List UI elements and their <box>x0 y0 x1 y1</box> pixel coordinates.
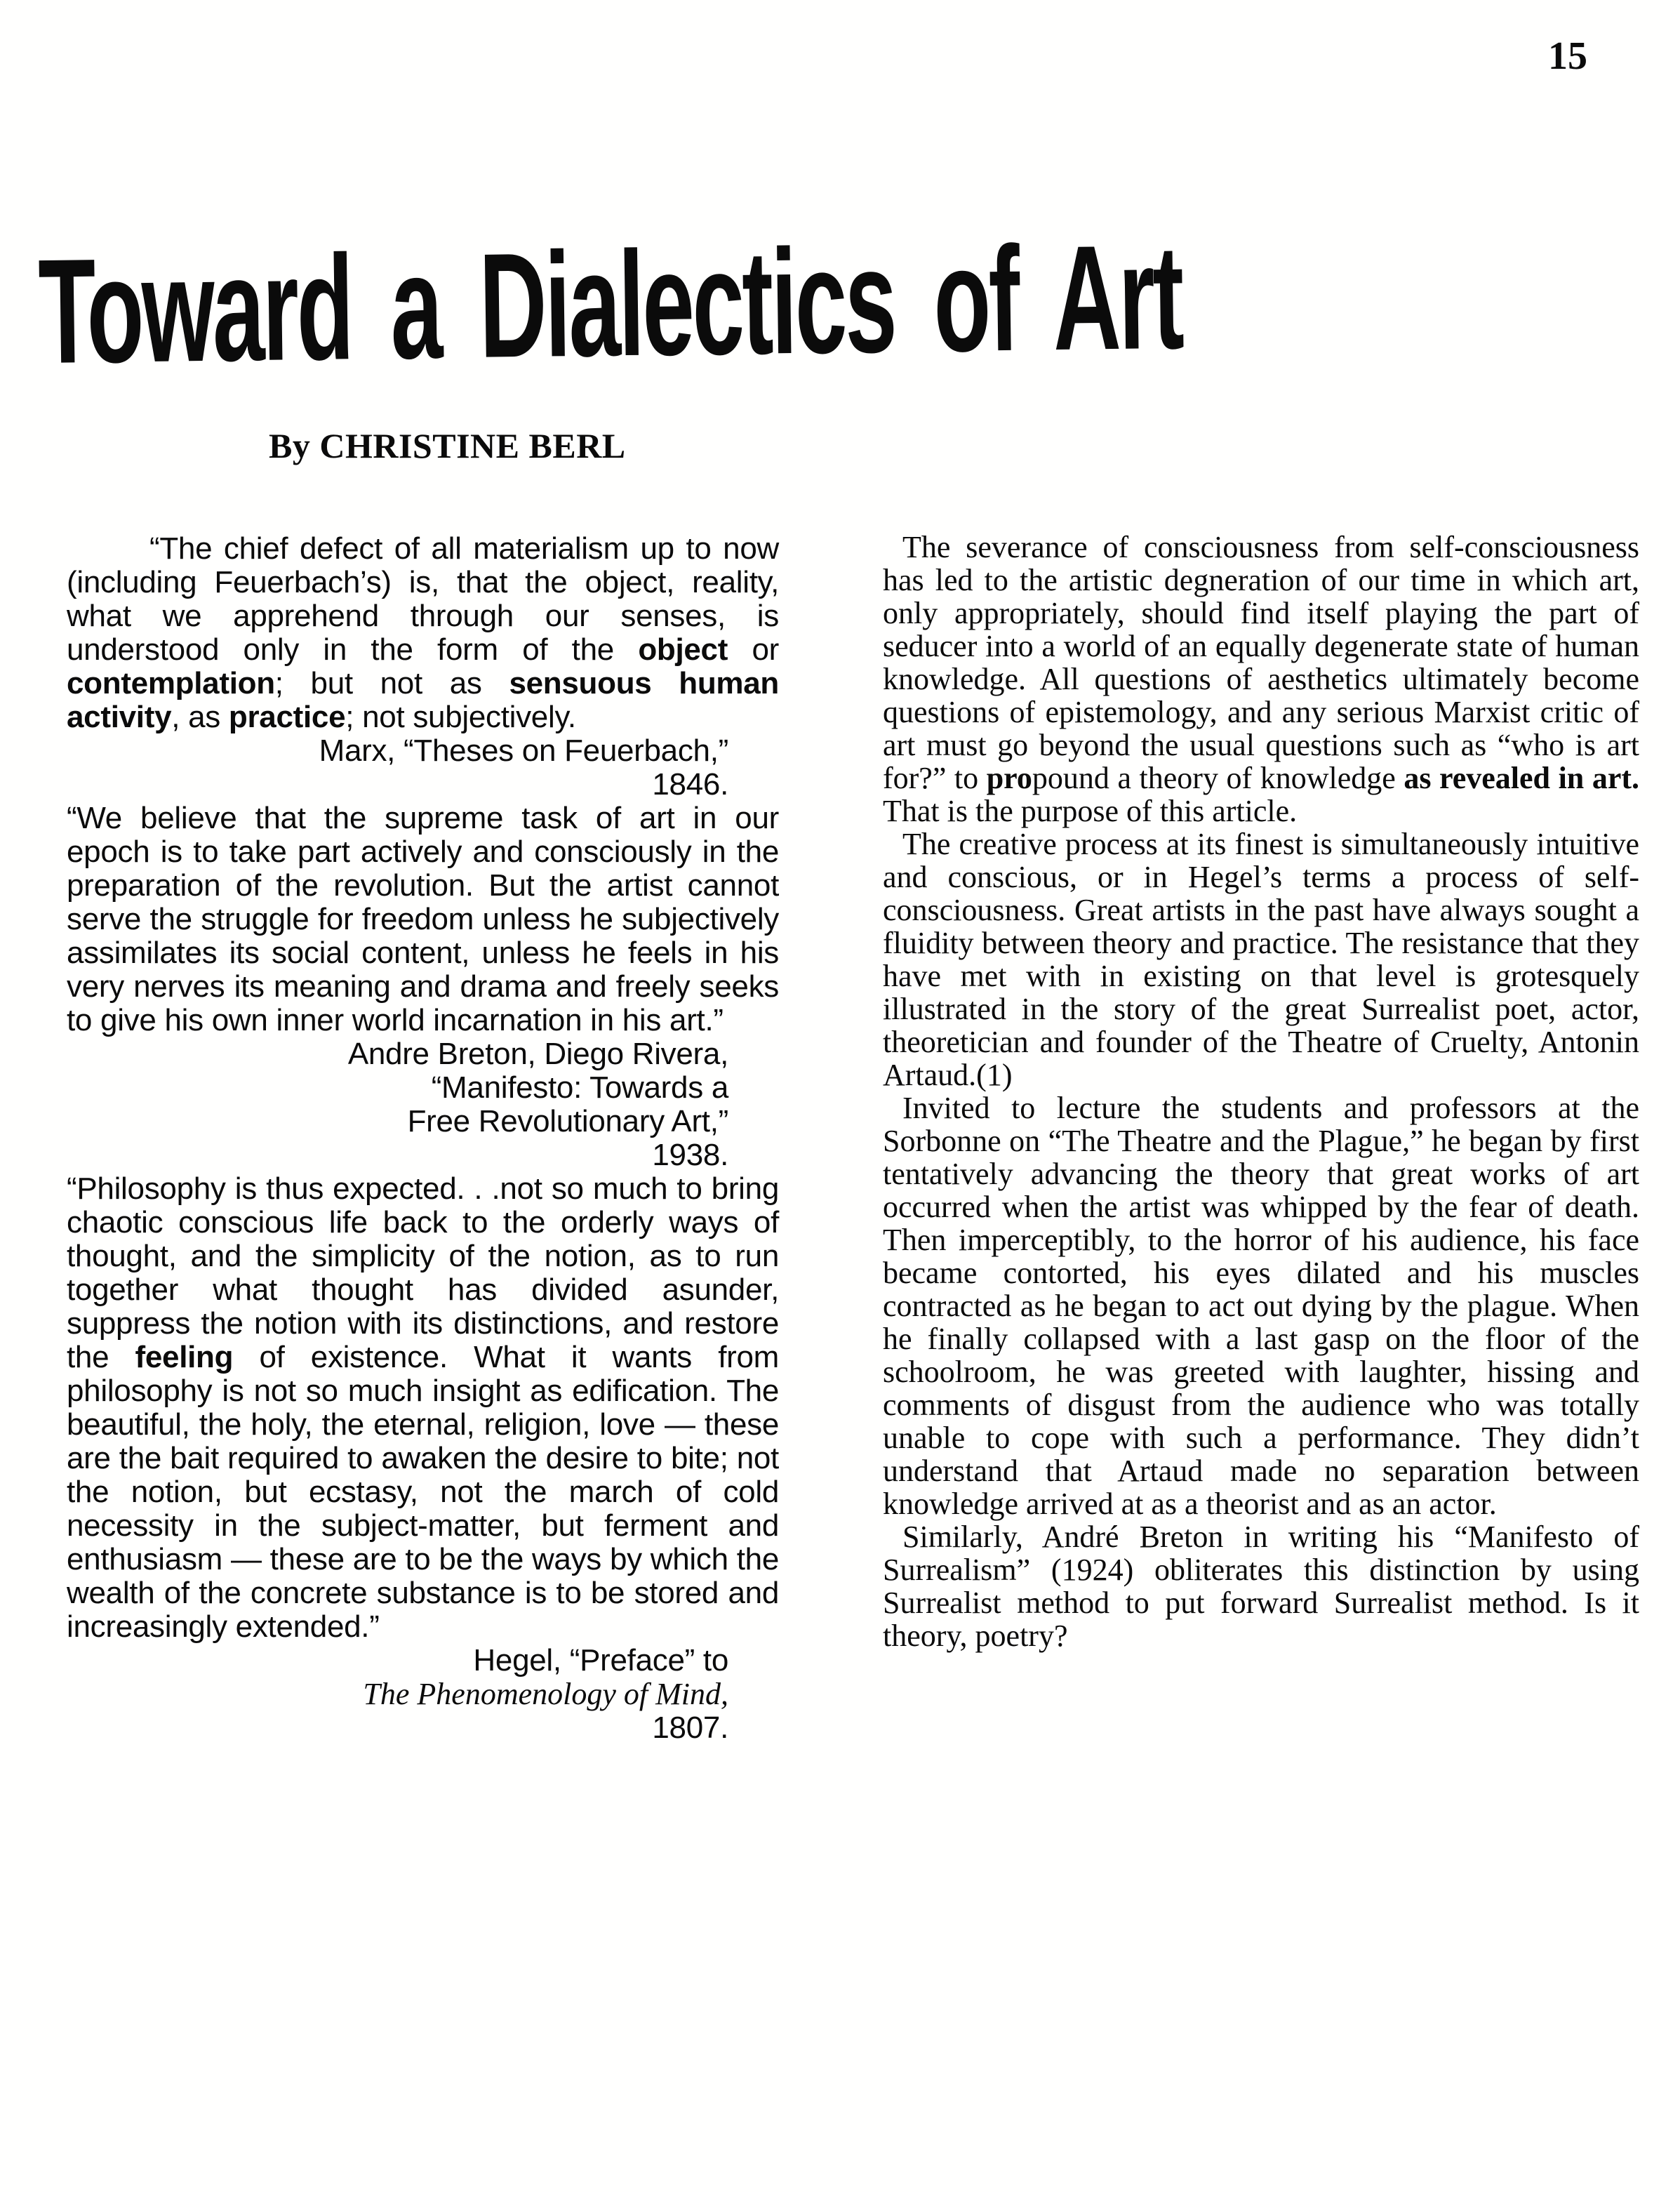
text-run: pro <box>986 761 1032 795</box>
attribution-line: 1938. <box>652 1138 728 1172</box>
text-run: of existence. What it wants from philosophy is not so much insight as edification. The beautiful, the holy, the eternal, religion, love — these are the bait required to awaken the desire to bite; not the notion, but ecstasy, not the march of cold necessity in the subject-matter, but ferment and enthusiasm — these are to be the ways by which the wealth of the concrete substance is to be stored and increasingly extended.” <box>67 1340 779 1644</box>
text-run: The severance of consciousness from self-consciousness has led to the artistic degneration of our time in which art, only appropriately, should find itself playing the part of seducer into a world of an equally degenerate state of human knowledge. All questions of aesthetics ultimately become questions of epistemology, and any serious Marxist critic of art must go beyond the usual questions such as “who is art for?” to <box>883 530 1639 795</box>
article-title: Toward a Dialectics of Art <box>37 213 1183 394</box>
text-run: The creative process at its finest is simultaneously intuitive and conscious, or in Hegel’s terms a process of self-consciousness. Great artists in the past have always sought a fluidity between theory and practice. The resistance that they have met with in existing on that level is grotesquely illustrated in the story of the great Surrealist poet, actor, theoretician and founder of the Theatre of Cruelty, Antonin Artaud.(1) <box>883 827 1639 1092</box>
quote-hegel-attribution <box>67 1644 779 1745</box>
attribution-line: “Manifesto: Towards a <box>431 1070 728 1105</box>
text-run: That is the purpose of this article. <box>883 794 1298 828</box>
text-run: Similarly, André Breton in writing his “Manifesto of Surrealism” (1924) obliterates this distinction by using Surrealist method to put forward Surrealist method. Is it theory, poetry? <box>883 1520 1639 1653</box>
quote-hegel-text <box>67 1172 779 1644</box>
quote-marx-attribution <box>67 734 779 802</box>
attribution-line: Andre Breton, Diego Rivera, <box>347 1037 728 1071</box>
quote-marx-text <box>67 532 779 734</box>
text-run: , as <box>171 700 229 734</box>
text-run: sensuous human activity <box>67 666 780 734</box>
page-number: 15 <box>1548 34 1587 78</box>
text-run: ; but not as <box>274 666 509 700</box>
quote-breton-rivera-attribution <box>67 1037 779 1172</box>
text-run: contemplation <box>67 666 275 700</box>
byline: By CHRISTINE BERL <box>269 426 626 465</box>
left-column <box>67 532 779 1745</box>
attribution-line: 1846. <box>652 767 728 802</box>
text-run: “The chief defect of all materialism up to now (including Feuerbach’s) is, that the object, reality, what we apprehend through our senses, is understood only in the form of the <box>67 531 779 667</box>
body-paragraph-artaud-lecture <box>883 1091 1639 1520</box>
text-run: Invited to lecture the students and professors at the Sorbonne on “The Theatre and the Plague,” he began by first tentatively advancing the theory that great works of art occurred when the artist was whipped by the fear of death. Then imperceptibly, to the horror of his audience, his face became contorted, his eyes dilated and his muscles contracted as he began to act out dying by the plague. When he finally collapsed with a last gasp on the floor of the schoolroom, he was greeted with laughter, hissing and comments of disgust from the audience who was totally unable to cope with such a performance. They didn’t understand that Artaud made no separation between knowledge arrived at as a theorist and as an actor. <box>883 1091 1639 1521</box>
text-run: “We believe that the supreme task of art in our epoch is to take part actively and consciously in the preparation of the revolution. But the artist cannot serve the struggle for freedom unless he subjectively assimilates its social content, unless he feels in his very nerves its meaning and drama and freely seeks to give his own inner world incarnation in his art.” <box>67 801 779 1037</box>
right-column <box>883 531 1639 1652</box>
body-paragraph-severance <box>883 531 1639 828</box>
attribution-line: Marx, “Theses on Feuerbach,” <box>319 733 728 768</box>
body-paragraph-creative-process <box>883 828 1639 1091</box>
text-run: practice <box>228 700 346 734</box>
text-run: feeling <box>135 1340 234 1374</box>
text-run: “Philosophy is thus expected. . .not so much to bring chaotic conscious life back to the orderly ways of thought, and the simplicity of the notion, as to run together what thought has divided asunder, suppress the notion with its distinctions, and restore the <box>67 1171 779 1374</box>
attribution-line: 1807. <box>652 1711 728 1745</box>
attribution-line: Hegel, “Preface” to <box>473 1643 728 1678</box>
attribution-line: Free Revolutionary Art,” <box>407 1104 728 1138</box>
text-run: object <box>638 632 728 667</box>
body-paragraph-breton-manifesto <box>883 1520 1639 1652</box>
quote-breton-rivera-text <box>67 802 779 1037</box>
text-run: pound a theory of knowledge <box>1032 761 1404 795</box>
attribution-line: The Phenomenology of Mind, <box>363 1677 728 1711</box>
text-run: ; not subjectively. <box>345 700 576 734</box>
text-run: as revealed in art. <box>1404 761 1639 795</box>
text-run: or <box>728 632 779 667</box>
